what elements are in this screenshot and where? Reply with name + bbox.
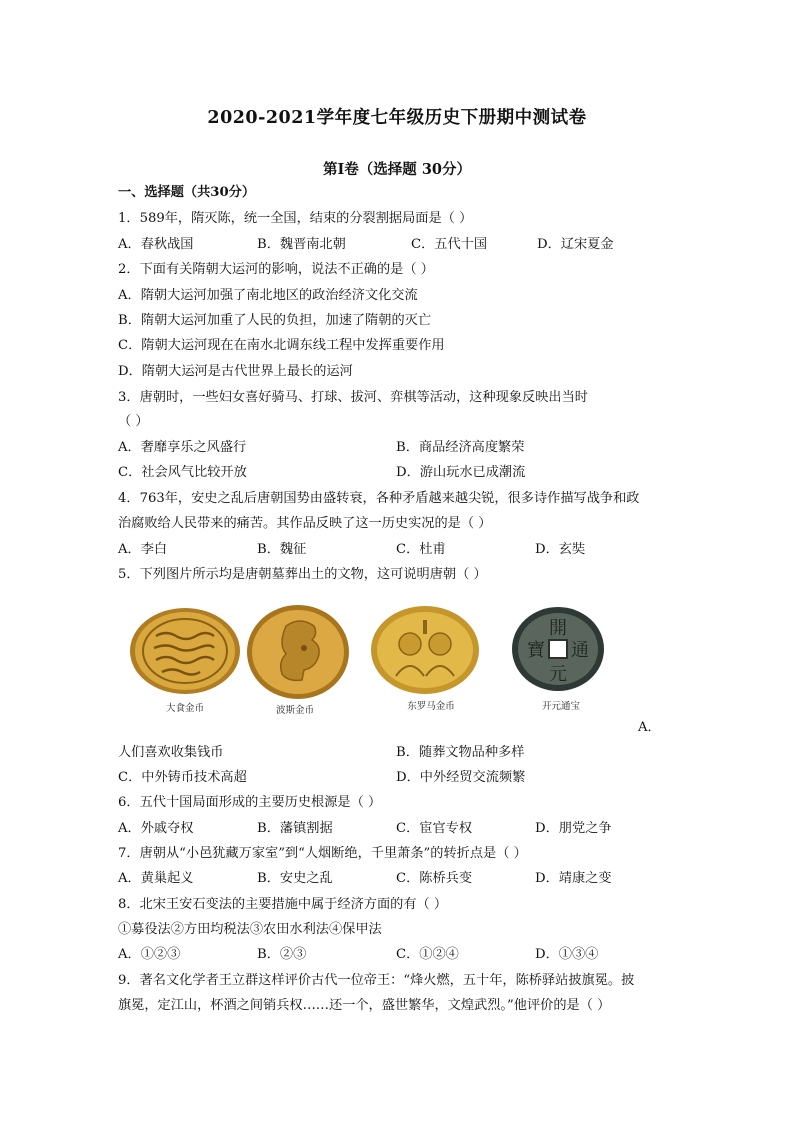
question-4-stem: 4．763年，安史之乱后唐朝国势由盛转衰，各种矛盾越来越尖锐，很多诗作描写战争和政 [118, 491, 640, 506]
question-5-stem: 5．下列图片所示均是唐朝墓葬出土的文物，这可说明唐朝（ ） [118, 567, 487, 582]
q7-option-a: A．黄巢起义 [118, 871, 194, 886]
q4-option-a: A．李白 [118, 542, 168, 557]
question-8-stem: 8．北宋王安石变法的主要措施中属于经济方面的有（ ） [118, 897, 448, 912]
q1-option-d: D．辽宋夏金 [537, 237, 614, 252]
part-title: 第Ⅰ卷（选择题 30分） [322, 161, 471, 178]
q3-option-d: D．游山玩水已成潮流 [396, 465, 526, 480]
question-8-items: ①募役法②方田均税法③农田水利法④保甲法 [118, 922, 382, 937]
q6-option-c: C．宦官专权 [396, 821, 473, 836]
q6-option-d: D．朋党之争 [535, 821, 612, 836]
q5-option-b: B．随葬文物品种多样 [396, 745, 525, 760]
question-9-stem: 9．著名文化学者王立群这样评价古代一位帝王：“烽火燃，五十年，陈桥驿站披旗冕。披 [118, 973, 635, 988]
q1-option-b: B．魏晋南北朝 [257, 237, 346, 252]
q7-option-c: C．陈桥兵变 [396, 871, 473, 886]
exam-title: 2020-2021学年度七年级历史下册期中测试卷 [207, 108, 587, 128]
q2-option-b: B．隋朝大运河加重了人民的负担，加速了隋朝的灭亡 [118, 313, 432, 328]
q8-option-d: D．①③④ [535, 947, 599, 962]
q7-option-d: D．靖康之变 [535, 871, 612, 886]
section-heading: 一、选择题（共30分） [118, 185, 256, 200]
question-6-stem: 6．五代十国局面形成的主要历史根源是（ ） [118, 795, 382, 810]
q3-option-c: C．社会风气比较开放 [118, 465, 247, 480]
persian-gold-coin-image [246, 604, 350, 700]
question-3-stem-cont: （ ） [118, 414, 149, 429]
kaiyuan-tongbao-coin-image [511, 606, 605, 692]
caption-persian-coin: 波斯金币 [275, 705, 314, 716]
q7-option-b: B．安史之乱 [257, 871, 333, 886]
q4-option-b: B．魏征 [257, 542, 307, 557]
caption-kaiyuan-coin: 开元通宝 [541, 701, 580, 712]
q5-option-a: 人们喜欢收集钱币 [118, 745, 224, 760]
q2-option-a: A．隋朝大运河加强了南北地区的政治经济文化交流 [118, 288, 418, 303]
q8-option-b: B．②③ [257, 947, 307, 962]
q5-option-a-label: A． [638, 720, 661, 735]
question-7-stem: 7．唐朝从“小邑犹藏万家室”到“人烟断绝，千里萧条”的转折点是（ ） [118, 846, 527, 861]
caption-arab-coin: 大食金币 [165, 703, 204, 714]
question-4-stem-cont: 治腐败给人民带来的痛苦。其作品反映了这一历史实况的是（ ） [118, 516, 492, 531]
coin-char-right: 通 [571, 640, 589, 661]
q8-option-a: A．①②③ [118, 947, 181, 962]
q5-option-d: D．中外经贸交流频繁 [396, 770, 526, 785]
question-3-stem: 3．唐朝时，一些妇女喜好骑马、打球、拔河、弈棋等活动，这种现象反映出当时 [118, 390, 588, 405]
question-9-stem-cont: 旗冕，定江山，杯酒之间销兵权……还一个，盛世繁华，文煌武烈。”他评价的是（ ） [118, 998, 611, 1013]
q8-option-c: C．①②④ [396, 947, 459, 962]
q2-option-c: C．隋朝大运河现在在南水北调东线工程中发挥重要作用 [118, 338, 445, 353]
arab-gold-coin-image [128, 606, 242, 696]
coin-char-bottom: 元 [549, 664, 567, 685]
byzantine-gold-coin-image [370, 604, 480, 696]
q4-option-d: D．玄奘 [535, 542, 586, 557]
q6-option-a: A．外戚夺权 [118, 821, 194, 836]
question-1-stem: 1．589年，隋灭陈，统一全国，结束的分裂割据局面是（ ） [118, 211, 473, 226]
q1-option-a: A．春秋战国 [118, 237, 194, 252]
caption-byzantine-coin: 东罗马金币 [407, 701, 455, 712]
q4-option-c: C．杜甫 [396, 542, 446, 557]
question-2-stem: 2．下面有关隋朝大运河的影响，说法不正确的是（ ） [118, 262, 434, 277]
q5-option-c: C．中外铸币技术高超 [118, 770, 247, 785]
q6-option-b: B．藩镇割据 [257, 821, 333, 836]
coin-char-left: 寶 [527, 640, 545, 661]
q2-option-d: D．隋朝大运河是古代世界上最长的运河 [118, 364, 353, 379]
coin-char-top: 開 [549, 618, 567, 639]
q3-option-a: A．奢靡享乐之风盛行 [118, 440, 247, 455]
q3-option-b: B．商品经济高度繁荣 [396, 440, 525, 455]
q1-option-c: C．五代十国 [411, 237, 488, 252]
